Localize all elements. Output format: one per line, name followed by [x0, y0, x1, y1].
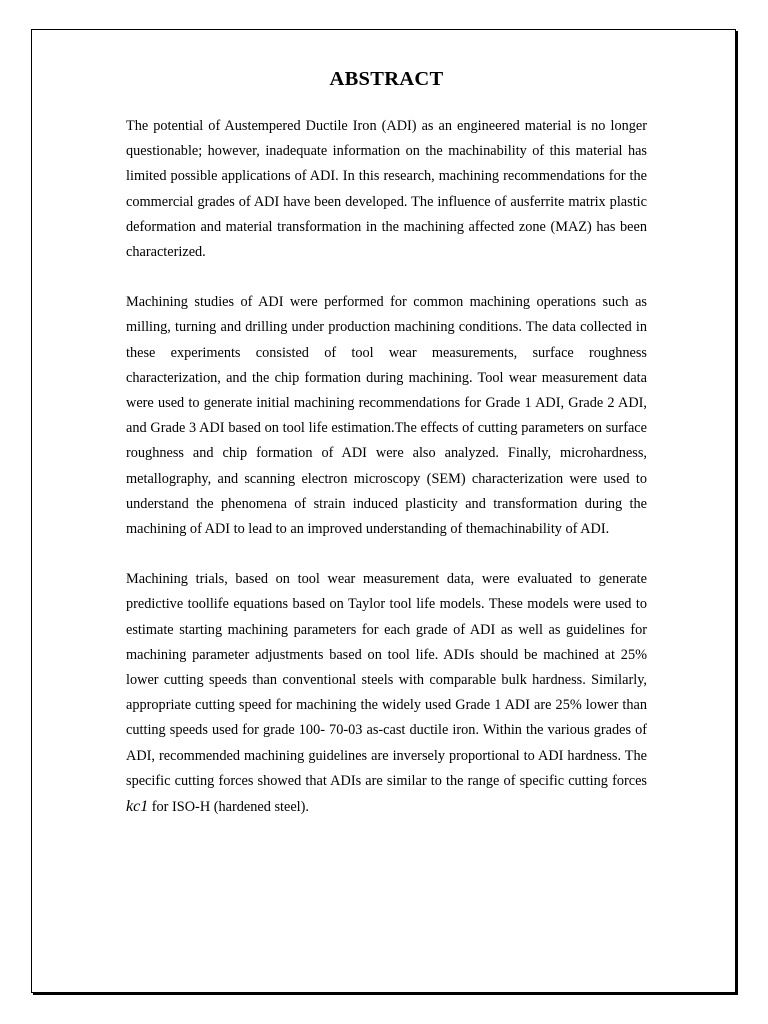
document-body: [126, 66, 647, 845]
specific-cutting-force-symbol: kc1: [126, 798, 149, 816]
page-title: ABSTRACT: [329, 68, 444, 90]
paragraph-3-text: Machining trials, based on tool wear measurement data, were evaluated to generate predictive toollife equations based on Taylor tool life models. These models were used to estimate starting machining parameters for each grade of ADI as well as guidelines for machining parameter adjustments based on tool life. ADIs should be machined at 25% lower cutting speeds than conventional steels with comparable bulk hardness. Similarly, appropriate cutting speed for machining the widely used Grade 1 ADI are 25% lower than cutting speeds used for grade 100- 70-03 as-cast ductile iron. Within the various grades of ADI, recommended machining guidelines are inversely proportional to ADI hardness. The specific cutting forces showed that ADIs are similar to the range of specific cutting forces: [126, 571, 647, 789]
abstract-paragraph-1: The potential of Austempered Ductile Iron (ADI) as an engineered material is no longer questionable; however, inadequate information on the machinability of this material has limited possible applications of ADI. In this research, machining recommendations for the commercial grades of ADI have been developed. The influence of ausferrite matrix plastic deformation and material transformation in the machining affected zone (MAZ) has been characterized.: [126, 118, 647, 261]
abstract-paragraph-2: Machining studies of ADI were performed for common machining operations such as milling, turning and drilling under production machining conditions. The data collected in these experiments consisted of tool wear measurements, surface roughness characterization, and the chip formation during machining. Tool wear measurement data were used to generate initial machining recommendations for Grade 1 ADI, Grade 2 ADI, and Grade 3 ADI based on tool life estimation.The effects of cutting parameters on surface roughness and chip formation of ADI were also analyzed. Finally, microhardness, metallography, and scanning electron microscopy (SEM) characterization were used to understand the phenomena of strain induced plasticity and transformation during the machining of ADI to lead to an improved understanding of themachinability of ADI.: [126, 294, 647, 538]
abstract-paragraph-3: [126, 567, 647, 820]
paragraph-3-tail: for ISO-H (hardened steel).: [148, 799, 309, 816]
